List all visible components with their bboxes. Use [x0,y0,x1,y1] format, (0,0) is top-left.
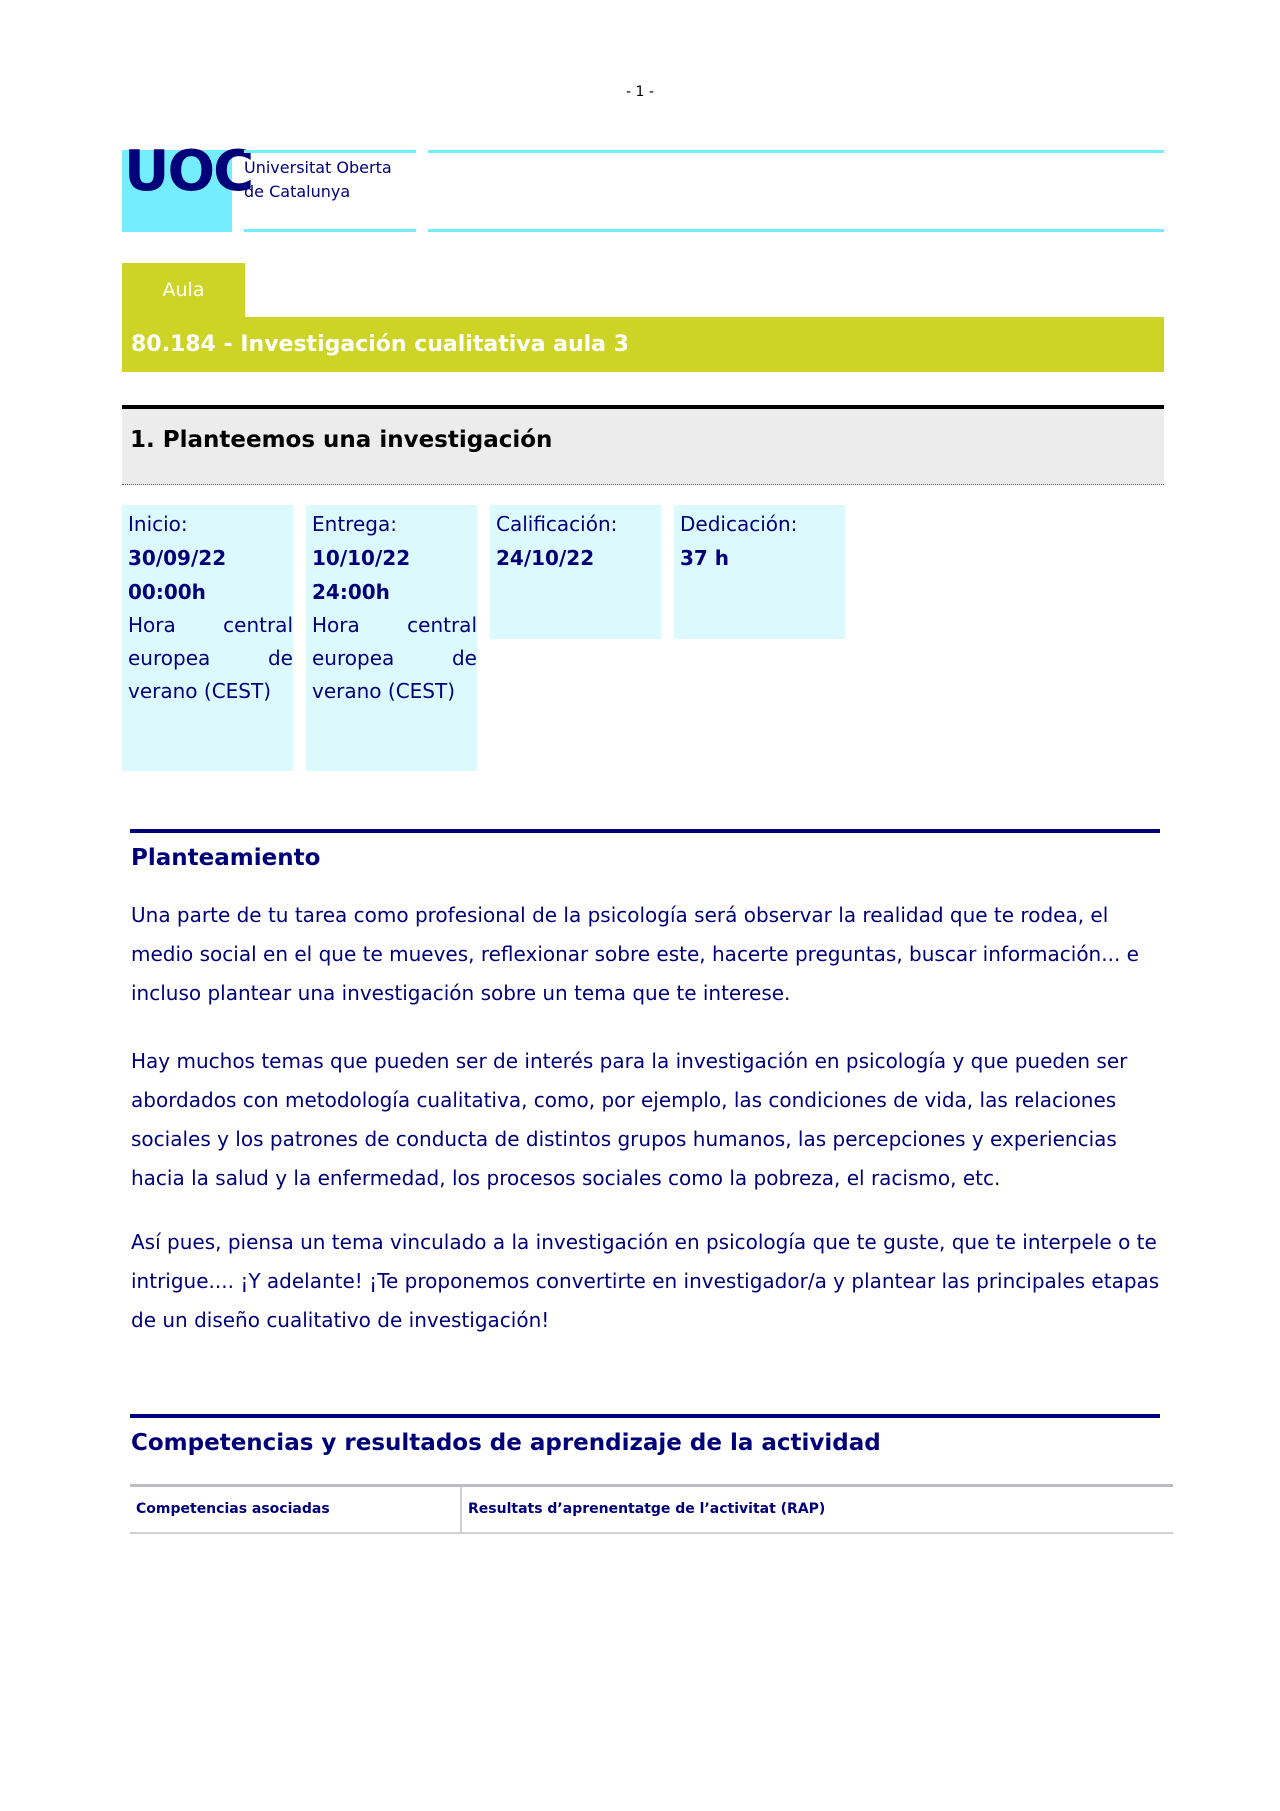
calificacion-label: Calificación: [496,512,618,536]
date-box-calificacion [490,505,661,639]
calificacion-date: 24/10/22 [496,546,595,570]
dedicacion-value: 37 h [680,546,730,570]
dedicacion-label: Dedicación: [680,512,798,536]
activity-header [122,405,1164,485]
planteamiento-paragraph: Una parte de tu tarea como profesional de la psicología será observar la realidad que te rodea, el medio social en el que te mueves, reflexionar sobre este, hacerte preguntas, buscar información... e incluso plantear una investigación sobre un tema que te interese. [131,903,1139,1005]
entrega-time: 24:00h [312,580,390,604]
inicio-date: 30/09/22 [128,546,227,570]
table-header-cell: Resultats d’aprenentatge de l’activitat (RAP) [461,1486,1173,1533]
inicio-time: 00:00h [128,580,206,604]
competencias-table [130,1484,1173,1534]
inicio-timezone-note: Hora central europea de verano (CEST) [128,613,293,703]
planteamiento-paragraph: Hay muchos temas que pueden ser de interés para la investigación en psicología y que pueden ser abordados con metodología cualitativa, como, por ejemplo, las condiciones de vida, las relaciones sociales y los patrones de conducta de distintos grupos humanos, las percepciones y experiencias hacia la salud y la enfermedad, los procesos sociales como la pobreza, el racismo, etc. [131,1049,1128,1190]
section-divider [130,829,1160,833]
entrega-timezone-note: Hora central europea de verano (CEST) [312,613,477,703]
institution-name: Universitat Oberta de Catalunya [244,158,392,201]
table-header-row [130,1486,1173,1533]
course-title: 80.184 - Investigación cualitativa aula 3 [122,317,1164,372]
uoc-logo [122,139,253,232]
date-box-dedicacion [674,505,845,639]
planteamiento-paragraph: Así pues, piensa un tema vinculado a la investigación en psicología que te guste, que te interpele o te intrigue.... ¡Y adelante! ¡Te proponemos convertirte en investigador/a y plantear las principales etapas de un diseño cualitativo de investigación! [131,1230,1160,1332]
activity-title: 1. Planteemos una investigación [130,427,553,453]
date-box-entrega [306,505,477,771]
page-number: - 1 - [626,84,654,100]
date-box-inicio [122,505,293,771]
uoc-logo-mark: UOC [124,139,253,204]
planteamiento-heading: Planteamiento [131,845,321,871]
header-empty-box [428,150,1164,232]
entrega-date: 10/10/22 [312,546,411,570]
aula-tab: Aula [122,263,245,317]
institution-box [244,150,416,232]
competencias-heading: Competencias y resultados de aprendizaje de la actividad [131,1430,881,1456]
table-header-cell: Competencias asociadas [130,1486,461,1533]
entrega-label: Entrega: [312,512,397,536]
section-divider [130,1414,1160,1418]
inicio-label: Inicio: [128,512,188,536]
